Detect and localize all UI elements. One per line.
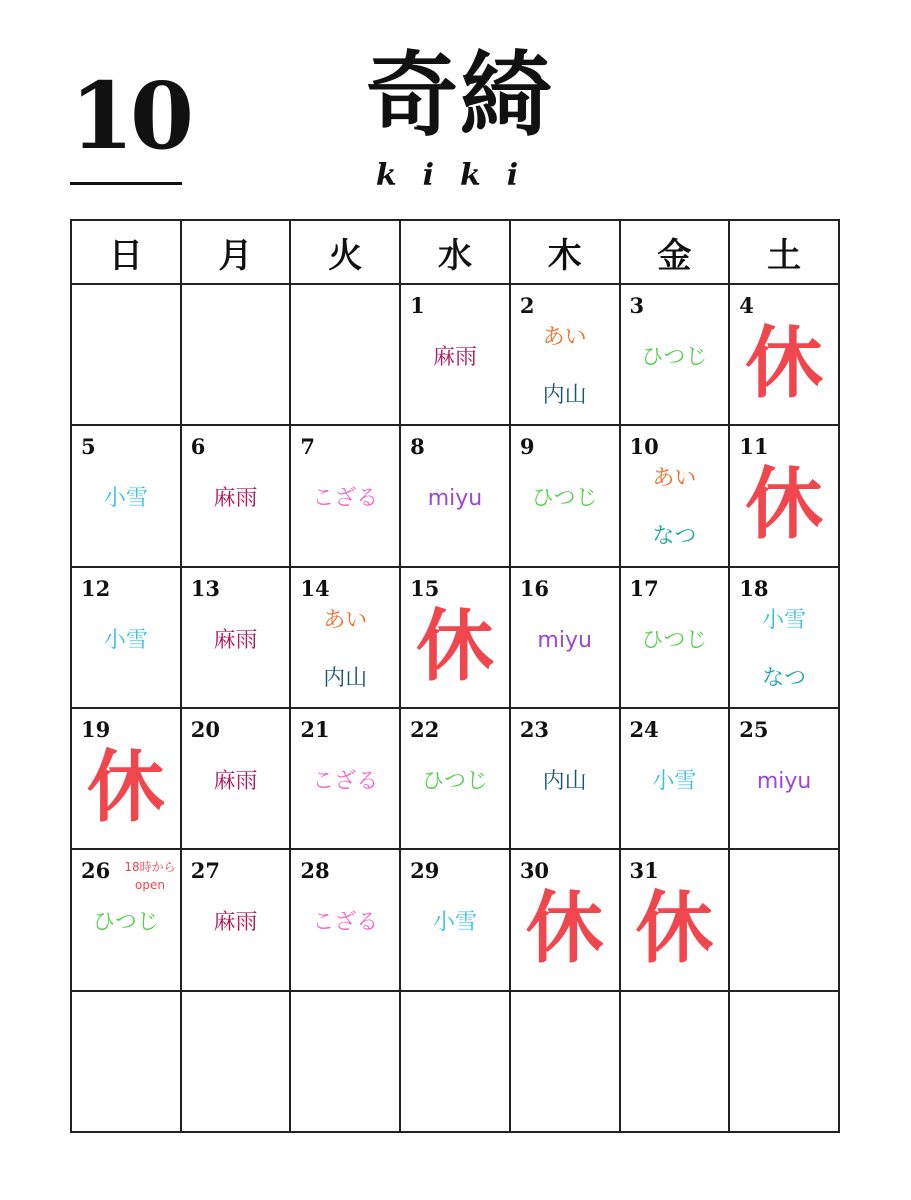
- empty-day-cell: [729, 991, 839, 1132]
- day-number: 24: [629, 716, 659, 742]
- day-number: 25: [739, 716, 769, 742]
- day-number: 31: [629, 858, 659, 884]
- day-cell-10: [620, 425, 730, 566]
- schedule-calendar: [70, 219, 840, 1133]
- day-cell-7: [290, 425, 400, 566]
- weekday-sunday: 日: [71, 220, 181, 284]
- day-number: 1: [410, 293, 425, 318]
- empty-day-cell: [290, 284, 400, 425]
- day-cell-3: [620, 284, 730, 425]
- staff-name: ひつじ: [641, 627, 708, 653]
- day-number: 27: [190, 858, 220, 884]
- staff-name: こざる: [312, 910, 379, 936]
- empty-day-cell: [181, 991, 291, 1132]
- day-cell-26: [71, 849, 181, 990]
- staff-name: 麻雨: [213, 768, 258, 794]
- day-cell-18: [729, 567, 839, 708]
- weekday-saturday: 土: [729, 220, 839, 284]
- holiday-mark: 休: [635, 883, 714, 975]
- day-number: 13: [190, 575, 220, 601]
- weekday-thursday: 木: [510, 220, 620, 284]
- day-cell-15: [400, 567, 510, 708]
- staff-name: あい: [652, 466, 697, 492]
- day-cell-30: [510, 849, 620, 990]
- staff-name: 麻雨: [213, 910, 258, 936]
- staff-name: なつ: [652, 524, 697, 550]
- day-cell-2: [510, 284, 620, 425]
- calendar-week-row: [71, 708, 839, 849]
- weekday-friday: 金: [620, 220, 730, 284]
- staff-name: 麻雨: [213, 627, 258, 653]
- staff-name: 内山: [323, 665, 368, 691]
- day-number: 23: [519, 716, 550, 742]
- day-cell-28: [290, 849, 400, 990]
- day-number: 5: [81, 434, 96, 460]
- staff-name: 内山: [542, 383, 587, 408]
- staff-name: あい: [323, 607, 368, 633]
- day-number: 12: [81, 575, 111, 601]
- empty-day-cell: [400, 991, 510, 1132]
- staff-name: miyu: [756, 768, 812, 794]
- staff-name: miyu: [537, 627, 592, 653]
- empty-day-cell: [729, 849, 839, 990]
- staff-name: 小雪: [762, 607, 807, 633]
- day-cell-6: [181, 425, 291, 566]
- day-cell-20: [181, 708, 291, 849]
- weekday-tuesday: 火: [290, 220, 400, 284]
- holiday-mark: 休: [745, 318, 824, 409]
- shop-logo-subtitle: kiki: [375, 158, 545, 193]
- day-number: 11: [739, 434, 769, 460]
- day-number: 29: [410, 858, 440, 884]
- day-number: 15: [410, 575, 440, 601]
- calendar-week-row: [71, 849, 839, 990]
- weekday-wednesday: 水: [400, 220, 510, 284]
- day-cell-17: [620, 567, 730, 708]
- day-cell-11: [729, 425, 839, 566]
- day-cell-31: [620, 849, 730, 990]
- day-cell-1: [400, 284, 510, 425]
- day-cell-19: [71, 708, 181, 849]
- day-number: 8: [410, 434, 425, 460]
- calendar-body: [71, 284, 839, 1132]
- day-number: 26: [81, 858, 111, 884]
- holiday-mark: 休: [86, 741, 165, 833]
- day-cell-12: [71, 567, 181, 708]
- day-cell-21: [290, 708, 400, 849]
- day-cell-29: [400, 849, 510, 990]
- calendar-week-row: [71, 284, 839, 425]
- empty-day-cell: [510, 991, 620, 1132]
- empty-day-cell: [290, 991, 400, 1132]
- staff-name: 麻雨: [432, 345, 477, 370]
- day-number: 30: [519, 858, 550, 884]
- staff-name: 小雪: [103, 486, 148, 512]
- calendar-week-row: [71, 567, 839, 708]
- calendar-week-row: [71, 991, 839, 1132]
- day-cell-27: [181, 849, 291, 990]
- month-number: 10: [70, 62, 191, 170]
- empty-day-cell: [71, 284, 181, 425]
- day-number: 19: [81, 716, 111, 742]
- weekday-header-row: [71, 220, 839, 284]
- staff-name: 小雪: [652, 768, 697, 794]
- day-number: 28: [300, 858, 330, 884]
- day-number: 14: [300, 575, 330, 601]
- day-number: 20: [190, 716, 220, 742]
- holiday-mark: 休: [415, 600, 494, 692]
- day-number: 21: [300, 716, 330, 742]
- day-cell-22: [400, 708, 510, 849]
- day-number: 17: [629, 575, 659, 601]
- day-number: 22: [410, 716, 440, 742]
- staff-name: こざる: [312, 486, 379, 512]
- staff-name: ひつじ: [641, 345, 708, 370]
- day-cell-24: [620, 708, 730, 849]
- shop-logo: 奇綺: [365, 41, 554, 149]
- weekday-monday: 月: [181, 220, 291, 284]
- staff-name: 小雪: [432, 910, 477, 936]
- day-number: 18: [739, 575, 769, 601]
- day-number: 7: [300, 434, 316, 460]
- day-number: 16: [519, 575, 550, 601]
- staff-name: 小雪: [103, 627, 148, 653]
- calendar-week-row: [71, 425, 839, 566]
- empty-day-cell: [181, 284, 291, 425]
- day-cell-16: [510, 567, 620, 708]
- day-number: 9: [519, 434, 535, 460]
- month-underline: [70, 182, 182, 185]
- staff-name: ひつじ: [421, 768, 488, 794]
- day-cell-8: [400, 425, 510, 566]
- staff-name: ひつじ: [92, 910, 159, 936]
- day-number: 3: [629, 293, 645, 318]
- empty-day-cell: [620, 991, 730, 1132]
- day-number: 2: [519, 293, 535, 318]
- staff-name: あい: [542, 325, 587, 350]
- day-cell-5: [71, 425, 181, 566]
- day-cell-13: [181, 567, 291, 708]
- holiday-mark: 休: [745, 459, 824, 551]
- day-cell-23: [510, 708, 620, 849]
- day-cell-9: [510, 425, 620, 566]
- day-cell-14: [290, 567, 400, 708]
- empty-day-cell: [71, 991, 181, 1132]
- opening-time-note: 18時から open: [124, 860, 176, 893]
- day-number: 6: [190, 434, 206, 460]
- staff-name: こざる: [312, 768, 379, 794]
- staff-name: miyu: [427, 486, 483, 512]
- holiday-mark: 休: [525, 883, 604, 975]
- staff-name: ひつじ: [531, 486, 598, 512]
- staff-name: なつ: [762, 665, 807, 691]
- day-number: 4: [739, 293, 754, 318]
- day-number: 10: [629, 434, 659, 460]
- day-cell-25: [729, 708, 839, 849]
- staff-name: 麻雨: [213, 486, 258, 512]
- staff-name: 内山: [542, 768, 587, 794]
- day-cell-4: [729, 284, 839, 425]
